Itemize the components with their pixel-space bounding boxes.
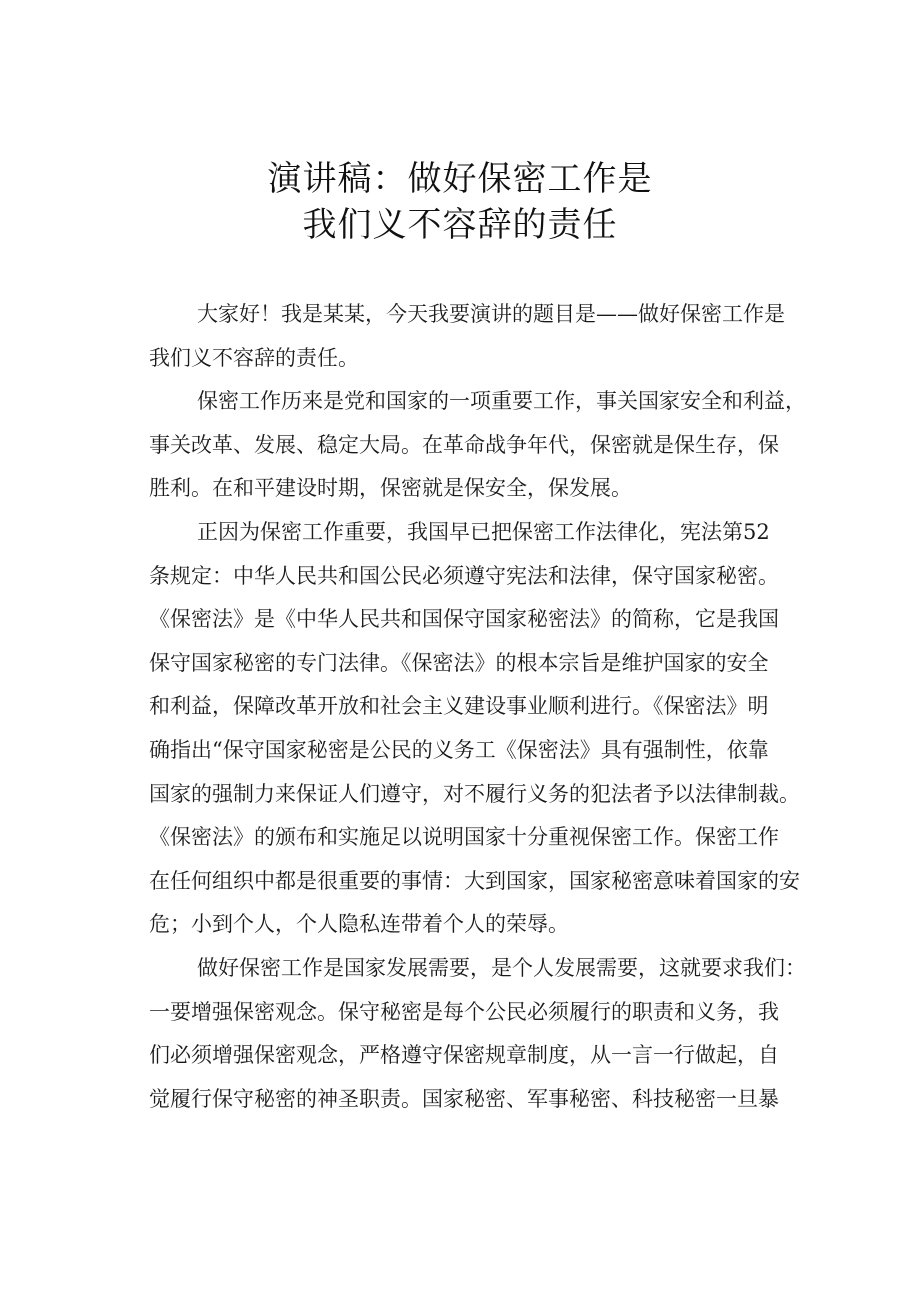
paragraph-3-line-2: 条规定：中华人民共和国公民必须遵守宪法和法律，保守国家秘密。: [149, 563, 779, 588]
paragraph-3-line-10: 危；小到个人，个人隐私连带着个人的荣辱。: [149, 912, 569, 937]
paragraph-4-line-1: 做好保密工作是国家发展需要，是个人发展需要，这就要求我们：: [197, 955, 806, 980]
paragraph-3-line-8: 《保密法》的颁布和实施足以说明国家十分重视保密工作。保密工作: [149, 825, 779, 850]
paragraph-2-line-3: 胜利。在和平建设时期，保密就是保安全，保发展。: [149, 476, 632, 501]
paragraph-2-line-2: 事关改革、发展、稳定大局。在革命战争年代，保密就是保生存，保: [149, 432, 779, 457]
paragraph-3-line-5: 和利益，保障改革开放和社会主义建设事业顺利进行。《保密法》明: [149, 694, 769, 719]
paragraph-2: [149, 380, 809, 511]
paragraph-1: [149, 293, 809, 380]
document-title: [0, 156, 920, 248]
paragraph-1-line-1: 大家好！我是某某，今天我要演讲的题目是——做好保密工作是: [197, 302, 785, 326]
paragraph-3: [149, 511, 809, 947]
title-line-1: 演讲稿：做好保密工作是: [267, 159, 653, 199]
paragraph-3-line-9: 在任何组织中都是很重要的事情：大到国家，国家秘密意味着国家的安: [149, 868, 800, 893]
paragraph-3-line-4: 保守国家秘密的专门法律。《保密法》的根本宗旨是维护国家的安全: [149, 650, 769, 675]
paragraph-3-line-1: 正因为保密工作重要，我国早已把保密工作法律化，宪法第52: [197, 519, 770, 544]
paragraph-1-line-2: 我们义不容辞的责任。: [149, 345, 359, 370]
title-line-2: 我们义不容辞的责任: [302, 205, 618, 245]
paragraph-3-line-7: 国家的强制力来保证人们遵守，对不履行义务的犯法者予以法律制裁。: [149, 781, 800, 806]
paragraph-3-line-3: 《保密法》是《中华人民共和国保守国家秘密法》的简称，它是我国: [149, 607, 779, 632]
paragraph-4-line-2: 一要增强保密观念。保守秘密是每个公民必须履行的职责和义务，我: [149, 999, 779, 1024]
paragraph-4-line-3: 们必须增强保密观念，严格遵守保密规章制度，从一言一行做起，自: [149, 1043, 779, 1068]
paragraph-2-line-1: 保密工作历来是党和国家的一项重要工作，事关国家安全和利益，: [197, 389, 806, 414]
document-body: [149, 293, 809, 1121]
paragraph-4: [149, 947, 809, 1121]
paragraph-3-line-6: 确指出“保守国家秘密是公民的义务工《保密法》具有强制性，依靠: [149, 737, 769, 762]
paragraph-4-line-4: 觉履行保守秘密的神圣职责。国家秘密、军事秘密、科技秘密一旦暴: [149, 1086, 779, 1111]
